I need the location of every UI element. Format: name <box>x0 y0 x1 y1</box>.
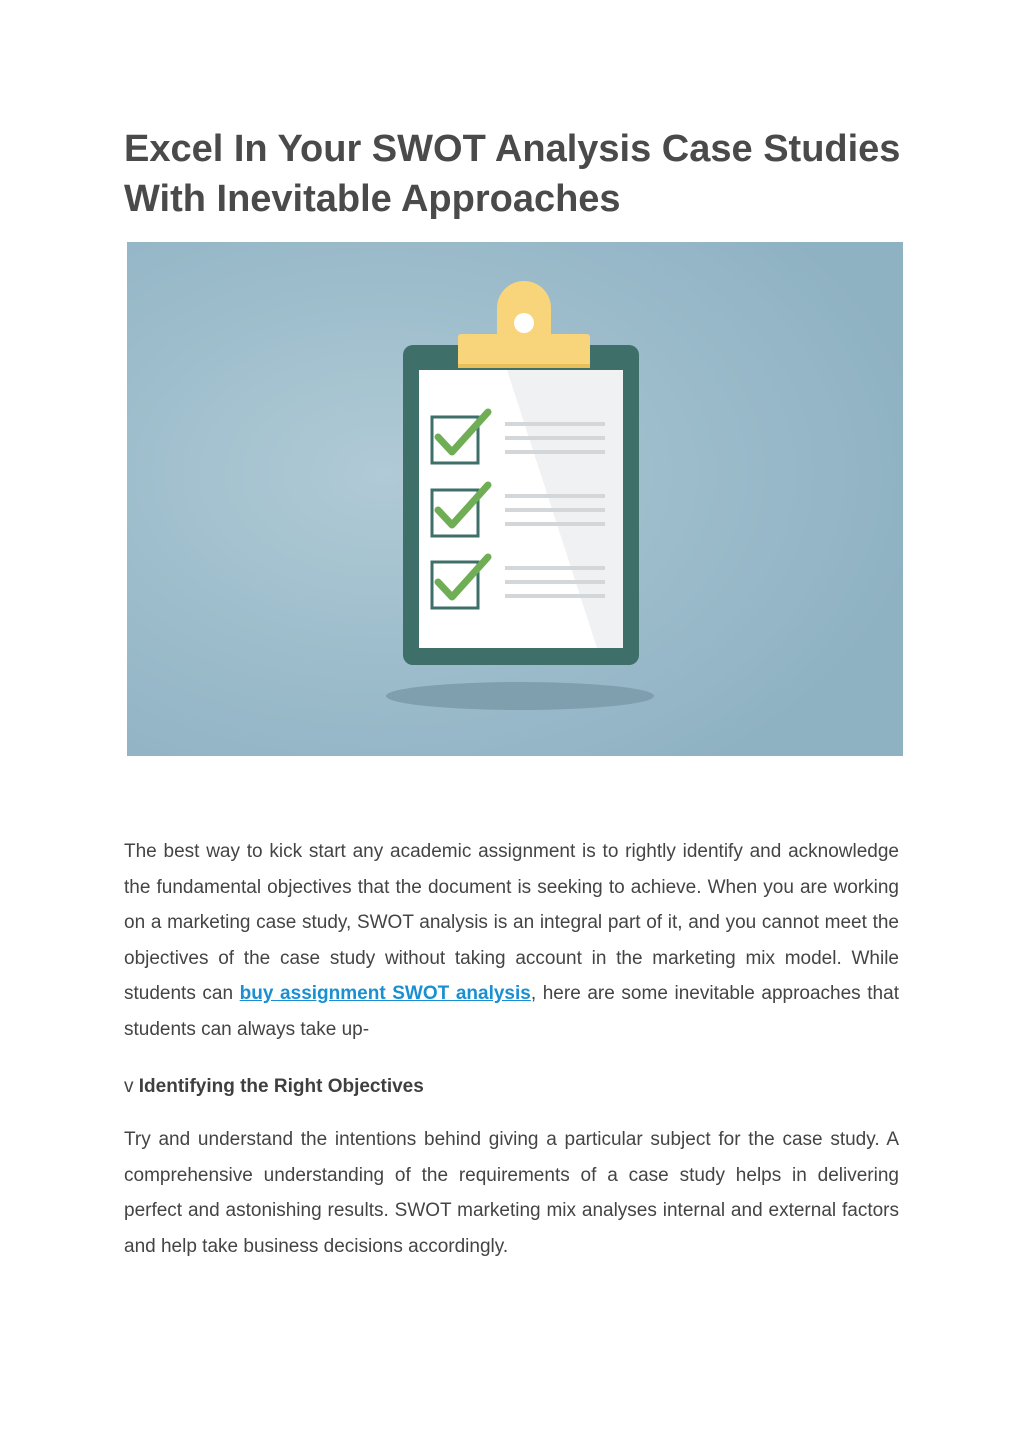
intro-text-end: , here are some inevitable approaches that students can always take up- <box>124 983 899 1040</box>
buy-assignment-link[interactable]: buy assignment SWOT analysis <box>239 983 531 1004</box>
clipboard-clip <box>458 334 590 368</box>
intro-paragraph <box>124 834 899 1047</box>
intro-text: The best way to kick start any academic assignment is to rightly identify and acknowledge the fundamental objectives that the document is seeking to achieve. When you are working on a marketing case study, SWOT analysis is an integral part of it, and you cannot meet the objectives of the case study without taking account in the marketing mix model. While students can <box>124 841 899 1004</box>
page-title: Excel In Your SWOT Analysis Case Studies With Inevitable Approaches <box>124 128 901 220</box>
section-heading <box>124 1069 899 1104</box>
bullet-marker: v <box>124 1076 134 1097</box>
clipboard-checklist-icon <box>127 242 903 756</box>
section-heading-text: Identifying the Right Objectives <box>138 1076 424 1097</box>
hero-image <box>127 242 903 756</box>
article-body <box>124 834 899 1264</box>
section-paragraph: Try and understand the intentions behind giving a particular subject for the case study. A comprehensive understanding of the requirements of a case study helps in delivering perfect and astonishing results. SWOT marketing mix analyses internal and external factors and help take business decisions accordingly. <box>124 1129 899 1257</box>
clipboard-shadow <box>386 682 654 710</box>
